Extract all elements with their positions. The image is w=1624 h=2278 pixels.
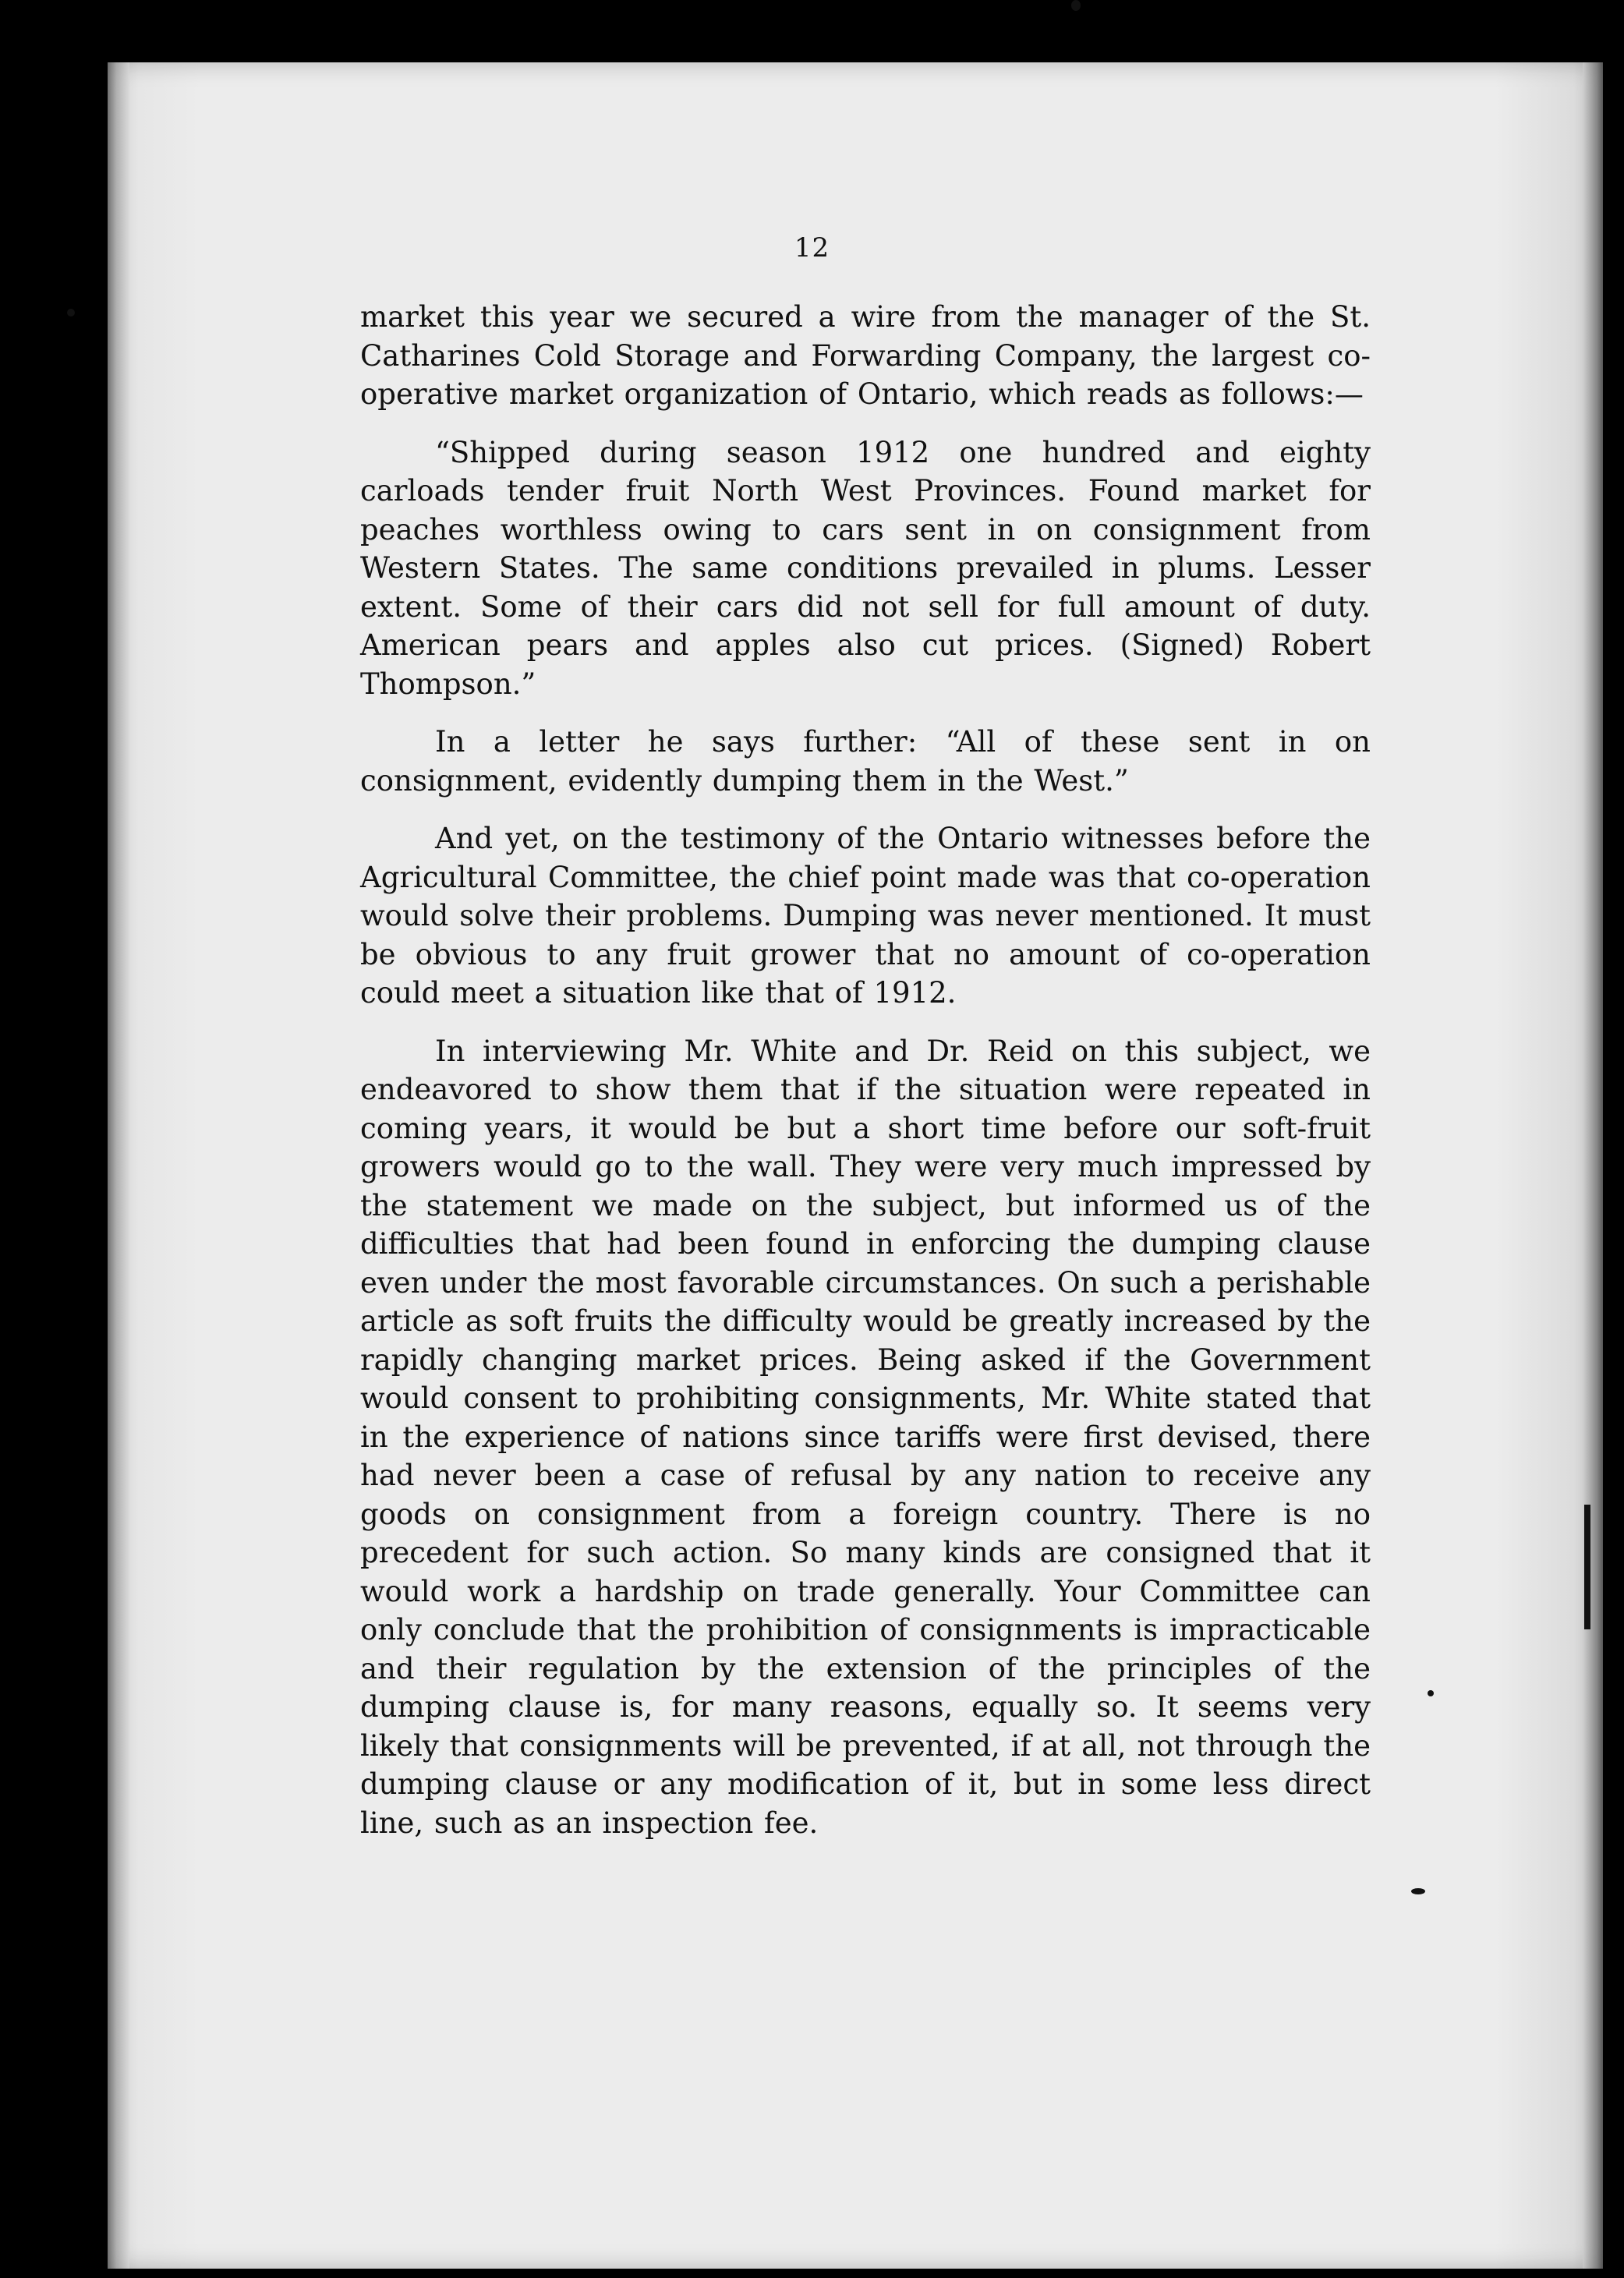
scan-speck (67, 309, 75, 317)
scan-speck (1071, 0, 1081, 11)
paragraph-5: In interviewing Mr. White and Dr. Reid on this subject, we endeavored to show them that if the situation were repeated in coming years, it would be but a short time before our soft-fruit growers would go to the wall. They were very much impressed by the statement we made on the subject, but informed us of the difficulties that had been found in enforcing the dumping clause even under the most favorable circumstances. On such a perishable article as soft fruits the difficulty would be greatly increased by the rapidly changing market prices. Being asked if the Government would consent to prohibiting consignments, Mr. White stated that in the experience of nations since tariffs were first devised, there had never been a case of refusal by any nation to receive any goods on consignment from a foreign country. There is no precedent for such action. So many kinds are consigned that it would work a hardship on trade generally. Your Committee can only conclude that the prohibition of consignments is impracticable and their regulation by the extension of the principles of the dumping clause is, for many reasons, equally so. It seems very likely that consignments will be prevented, if at all, not through the dumping clause or any modification of it, but in some less direct line, such as an inspection fee. (360, 1034, 1371, 1840)
paragraph-1: market this year we secured a wire from the manager of the St. Catharines Cold Storage and Forwarding Company, the largest co-operative market organization of Ontario, which reads as follows:— (360, 300, 1371, 411)
paragraph-2-telegram-quote: “Shipped during season 1912 one hundred and eighty carloads tender fruit North West Provinces. Found market for peaches worthless owing to cars sent in on consignment from Western States. The same conditions prevailed in plums. Lesser extent. Some of their cars did not sell for full amount of duty. American pears and apples also cut prices. (Signed) Robert Thompson.” (360, 435, 1371, 701)
scan-right-margin-mark (1584, 1505, 1590, 1629)
body-text (360, 298, 1371, 1862)
paragraph-3-letter-quote: In a letter he says further: “All of these sent in on consignment, evidently dumping them in the West.” (360, 725, 1371, 798)
page-left-edge-shadow (108, 62, 129, 2269)
scan-speck (1411, 1888, 1425, 1894)
paragraph-4: And yet, on the testimony of the Ontario witnesses before the Agricultural Committee, the chief point made was that co-operation would solve their problems. Dumping was never mentioned. It must be obvious to any fruit grower that no amount of co-operation could meet a situation like that of 1912. (360, 822, 1371, 1010)
page-number: 12 (794, 232, 830, 264)
scan-speck (1428, 1690, 1434, 1696)
page-right-edge-shadow (1583, 62, 1603, 2269)
